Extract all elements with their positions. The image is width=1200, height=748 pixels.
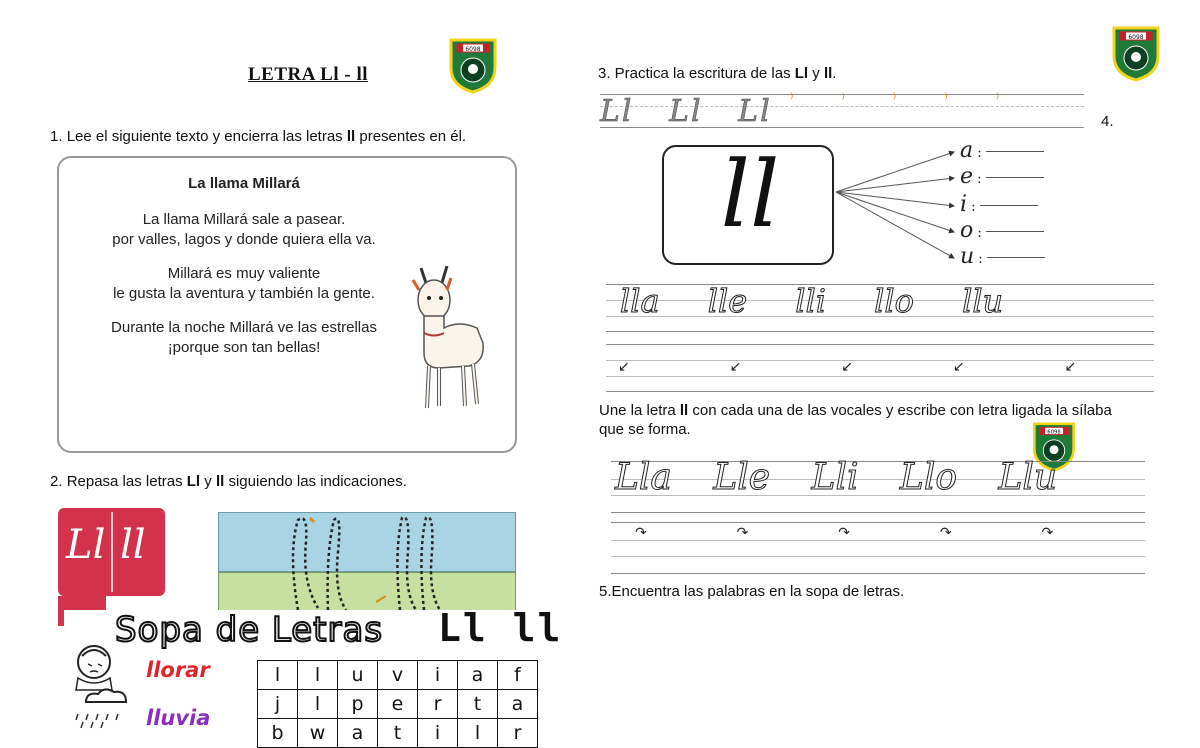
grid-cell[interactable]: w xyxy=(298,719,338,748)
vowel-row-e: e : xyxy=(960,164,1044,189)
syllable: llo xyxy=(874,282,914,320)
grid-row xyxy=(258,719,538,748)
sopa-word-llorar: llorar xyxy=(146,658,210,682)
card-letter-upper: Ll xyxy=(66,522,106,568)
grid-cell[interactable]: t xyxy=(458,690,498,719)
grid-cell[interactable]: l xyxy=(458,719,498,748)
grid-cell[interactable]: i xyxy=(418,719,458,748)
question-4-number: 4. xyxy=(1101,113,1114,130)
grid-cell[interactable]: t xyxy=(378,719,418,748)
vowel-row-a: a : xyxy=(960,138,1044,163)
syllable-upper: Lla xyxy=(615,457,672,498)
syllable: llu xyxy=(962,282,1004,320)
page-title: LETRA Ll - ll xyxy=(248,64,368,85)
grid-cell[interactable]: a xyxy=(338,719,378,748)
grid-cell[interactable]: l xyxy=(298,661,338,690)
poem-stanza-1: La llama Millará sale a pasear. por valles, lagos y donde quiera ella va. xyxy=(112,211,376,248)
grid-row xyxy=(258,690,538,719)
grid-cell[interactable]: p xyxy=(338,690,378,719)
practice-letter: Ll xyxy=(669,94,703,129)
grid-cell[interactable]: v xyxy=(378,661,418,690)
big-ll-box xyxy=(662,141,834,265)
practice-lines: Ll Ll Ll ⁾⁾⁾⁾⁾ xyxy=(600,94,1084,128)
card-divider xyxy=(111,512,113,592)
school-shield-logo xyxy=(447,38,499,99)
question-1: 1. Lee el siguiente texto y encierra las letras ll presentes en él. xyxy=(50,128,467,145)
syllable-write-row[interactable]: ↙ ↙ ↙ ↙ ↙ xyxy=(606,344,1154,392)
poem-title: La llama Millará xyxy=(188,175,300,192)
practice-letter: Ll xyxy=(600,94,634,129)
grid-cell[interactable]: f xyxy=(498,661,538,690)
poem-box xyxy=(57,156,517,453)
svg-text:6098: 6098 xyxy=(465,46,481,53)
question-2: 2. Repasa las letras Ll y ll siguiendo las indicaciones. xyxy=(50,473,407,490)
syllable-upper: Lle xyxy=(713,457,771,498)
letter-card xyxy=(58,508,165,596)
grid-cell[interactable]: e xyxy=(378,690,418,719)
school-shield-logo xyxy=(1110,26,1162,87)
vowel-row-o: o : xyxy=(960,218,1044,243)
poem-stanza-3: Durante la noche Millará ve las estrellas ¡porque son tan bellas! xyxy=(111,319,377,356)
card-letter-lower: ll xyxy=(120,522,146,568)
weather-illustration xyxy=(64,640,144,729)
sopa-heading: Sopa de Letras xyxy=(115,610,384,650)
grid-row xyxy=(258,661,538,690)
syllable: lle xyxy=(707,282,748,320)
grid-cell[interactable]: i xyxy=(418,661,458,690)
vowel-arrows xyxy=(834,140,964,270)
grid-cell[interactable]: l xyxy=(298,690,338,719)
svg-text:6098: 6098 xyxy=(1128,34,1144,41)
grid-cell[interactable]: u xyxy=(338,661,378,690)
practice-letter: Ll xyxy=(738,94,772,129)
syllable-upper: Lli xyxy=(811,457,859,498)
grid-cell[interactable]: r xyxy=(498,719,538,748)
tracing-panel xyxy=(218,512,516,612)
syllable-upper: Llu xyxy=(998,457,1058,498)
upper-syllable-trace-row xyxy=(611,457,1145,513)
sopa-heading-letters: Ll ll xyxy=(438,606,563,650)
llama-illustration xyxy=(399,258,495,418)
question-5: 5.Encuentra las palabras en la sopa de letras. xyxy=(599,583,905,600)
grid-cell[interactable]: r xyxy=(418,690,458,719)
grid-cell[interactable]: a xyxy=(458,661,498,690)
syllable-upper: Llo xyxy=(899,457,958,498)
grid-cell[interactable]: l xyxy=(258,661,298,690)
vowel-row-i: i : xyxy=(960,192,1038,217)
poem-stanza-2: Millará es muy valiente le gusta la aventura y también la gente. xyxy=(113,265,375,302)
poem xyxy=(99,174,389,372)
syllable: lla xyxy=(620,282,660,320)
vowel-row-u: u : xyxy=(960,244,1045,269)
big-ll-letters: ll xyxy=(720,141,780,248)
svg-text:6098: 6098 xyxy=(1047,429,1061,436)
grid-cell[interactable]: j xyxy=(258,690,298,719)
upper-syllable-write-row[interactable]: ↷ ↷ ↷ ↷ ↷ xyxy=(611,522,1145,574)
sopa-word-lluvia: lluvia xyxy=(146,706,211,730)
grid-cell[interactable]: b xyxy=(258,719,298,748)
grid-cell[interactable]: a xyxy=(498,690,538,719)
instruction-union: Une la letra ll con cada una de las vocales y escribe con letra ligada la sílaba que se forma. xyxy=(599,402,1112,438)
sopa-grid xyxy=(257,660,538,748)
syllable: lli xyxy=(795,282,826,320)
syllable-trace-row xyxy=(606,284,1154,332)
question-3: 3. Practica la escritura de las Ll y ll. xyxy=(598,65,837,82)
